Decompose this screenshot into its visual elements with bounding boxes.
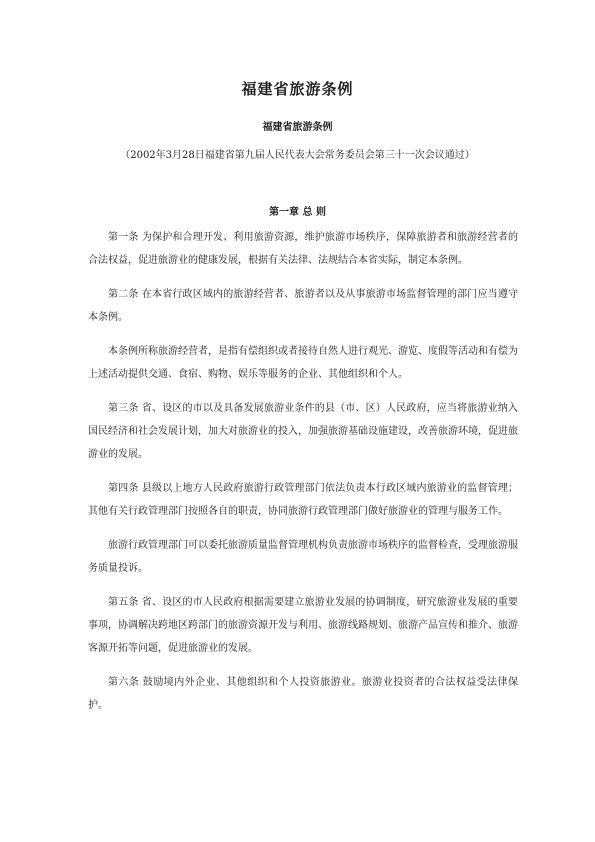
document-subtitle: 福建省旅游条例 [262, 122, 333, 133]
article-4-supplement-paragraph: 旅游行政管理部门可以委托旅游质量监督管理机构负责旅游市场秩序的监督检查，受理旅游服务质量投诉。 [88, 540, 518, 574]
article-5-paragraph: 第五条 省、设区的市人民政府根据需要建立旅游业发展的协调制度，研究旅游业发展的重要事项，协调解决跨地区跨部门的旅游资源开发与利用、旅游线路规划、旅游产品宣传和推介、旅游客源开拓等问题，促进旅游业的发展。 [88, 597, 518, 654]
article-3-paragraph: 第三条 省、设区的市以及具备发展旅游业条件的县（市、区）人民政府，应当将旅游业纳入国民经济和社会发展计划，加大对旅游业的投入，加强旅游基础设施建设，改善旅游环境，促进旅游业的发展。 [88, 403, 518, 460]
article-2-paragraph: 第二条 在本省行政区域内的旅游经营者、旅游者以及从事旅游市场监督管理的部门应当遵守本条例。 [88, 289, 518, 323]
article-1-paragraph: 第一条 为保护和合理开发、利用旅游资源，维护旅游市场秩序，保障旅游者和旅游经营者的合法权益，促进旅游业的健康发展，根据有关法律、法规结合本省实际，制定本条例。 [88, 232, 518, 266]
article-2-definition-paragraph: 本条例所称旅游经营者，是指有偿组织或者接待自然人进行观光、游览、度假等活动和有偿为上述活动提供交通、食宿、购物、娱乐等服务的企业、其他组织和个人。 [88, 346, 518, 380]
chapter-heading: 第一章 总 则 [269, 207, 326, 218]
document-title: 福建省旅游条例 [241, 80, 354, 98]
article-4-paragraph: 第四条 县级以上地方人民政府旅游行政管理部门依法负责本行政区域内旅游业的监督管理；其他有关行政管理部门按照各自的职责，协同旅游行政管理部门做好旅游业的管理与服务工作。 [88, 483, 518, 517]
document-body [88, 226, 518, 728]
article-6-paragraph: 第六条 鼓励境内外企业、其他组织和个人投资旅游业。旅游业投资者的合法权益受法律保护。 [88, 677, 518, 711]
adoption-note: （2002年3月28日福建省第九届人民代表大会常务委员会第三十一次会议通过） [120, 150, 475, 161]
